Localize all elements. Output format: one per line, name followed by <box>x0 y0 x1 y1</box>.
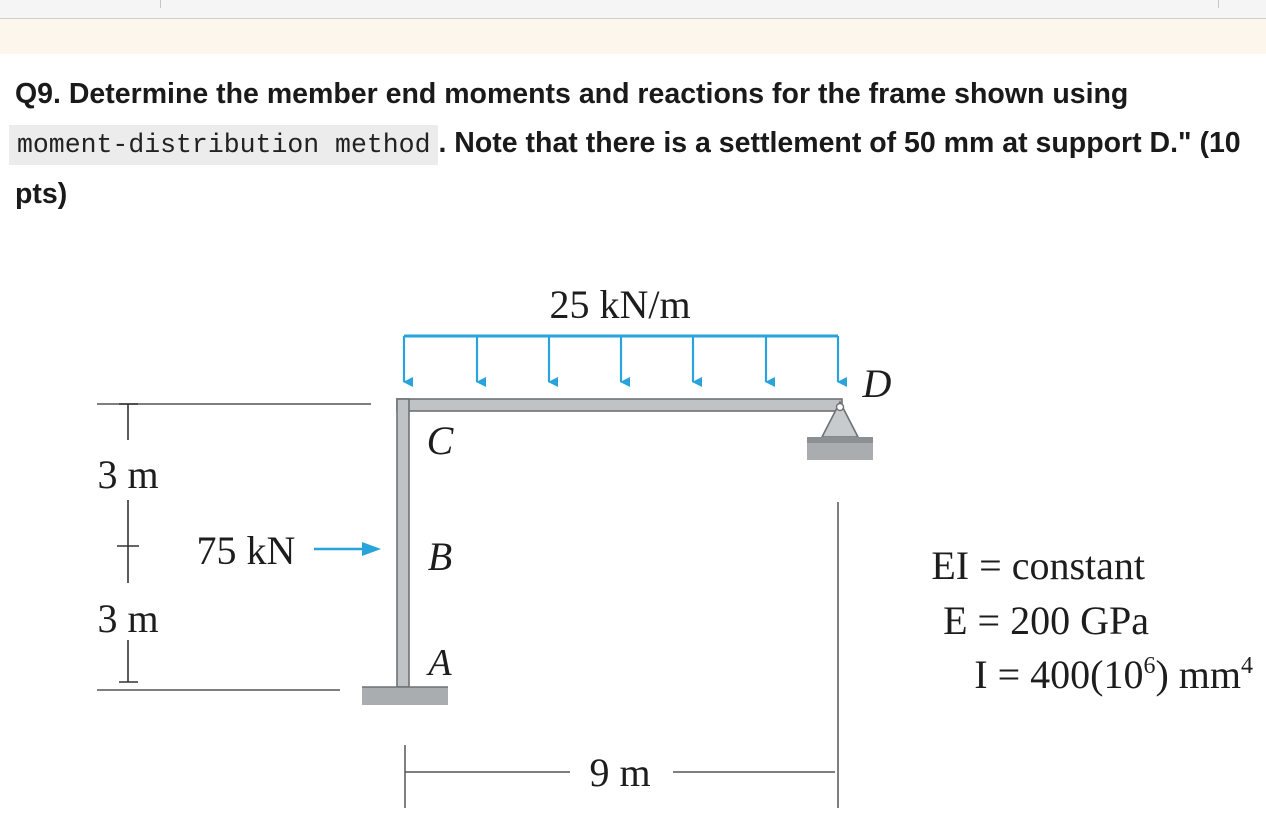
distributed-load <box>404 336 838 382</box>
inertia-base: I = 400(10 <box>974 652 1144 697</box>
node-label-b: B <box>427 534 453 579</box>
ei-constant: EI = constant <box>931 543 1145 588</box>
inertia-exponent-6: 6 <box>1143 653 1156 679</box>
elastic-modulus: E = 200 GPa <box>943 598 1149 643</box>
point-load-arrowhead <box>362 542 381 556</box>
question-prefix: Q9. Determine the member end moments and reactions for the frame shown using <box>15 78 1129 110</box>
inline-code: moment-distribution method <box>9 125 438 165</box>
fixed-support-a <box>362 687 448 705</box>
node-label-a: A <box>428 642 452 684</box>
column-abc <box>397 399 409 687</box>
moment-of-inertia <box>974 652 1253 697</box>
dimension-upper-label: 3 m <box>97 452 159 497</box>
node-label-c: C <box>426 418 454 463</box>
inertia-unit: ) mm <box>1155 652 1241 697</box>
top-toolbar-strip <box>0 0 1266 19</box>
toolbar-divider <box>160 0 161 8</box>
header-band <box>0 19 1266 54</box>
node-label-d: D <box>862 361 892 406</box>
dimension-lower-label: 3 m <box>97 596 159 641</box>
distributed-load-label: 25 kN/m <box>549 282 691 327</box>
inertia-exponent-4: 4 <box>1241 653 1253 679</box>
frame-figure <box>0 230 1266 825</box>
dimension-span-label: 9 m <box>589 750 651 795</box>
frame-diagram <box>0 230 1266 825</box>
toolbar-divider <box>1218 0 1219 8</box>
properties-block <box>931 543 1253 697</box>
point-load-label: 75 kN <box>196 528 296 573</box>
beam-cd <box>397 399 842 411</box>
question-text <box>15 70 1260 219</box>
question-suffix: . Note that there is a settlement of 50 mm at support D." (10 pts) <box>15 127 1241 210</box>
